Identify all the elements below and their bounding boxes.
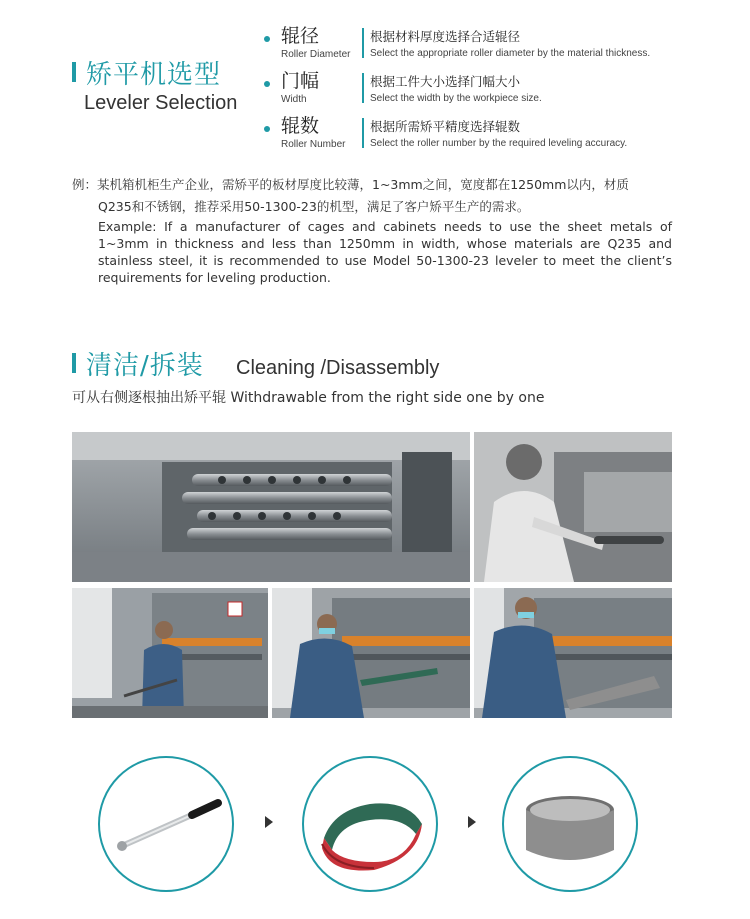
arrow-right-icon [468,816,476,828]
felt-ring-circle [502,756,638,892]
section-accent-bar [72,353,76,373]
section-accent-bar [72,62,76,82]
spec-desc-en: Select the roller number by the required leveling accuracy. [370,138,628,149]
cleaning-title-cn: 清洁/拆装 [86,351,204,381]
spec-name-en: Roller Number [281,139,346,150]
spec-name-cn: 辊数 [281,115,320,137]
selection-title-cn: 矫平机选型 [86,60,222,90]
spec-name-cn: 门幅 [281,70,320,92]
example-cn-line2: Q235和不锈钢，推荐采用50-1300-23的机型，满足了客户矫平生产的需求。 [98,199,530,214]
worker-grayscale-photo [474,432,672,582]
spec-divider [362,73,364,103]
example-en-text: Example: If a manufacturer of cages and cabinets needs to use the sheet metals of 1~3mm in thickness and less than 1250mm in width, whose materials are Q235 and stainless steel, it is recommended to use Model 50-1300-23 leveler to meet the client’s requirements for leveling production. [98,219,672,285]
spec-desc-en: Select the width by the workpiece size. [370,93,542,104]
cleaning-title-en: Cleaning /Disassembly [236,357,440,379]
spec-name-en: Roller Diameter [281,49,351,60]
cleaning-subtitle: 可从右侧逐根抽出矫平辊 Withdrawable from the right side one by one [72,390,545,406]
spec-name-cn: 辊径 [281,25,320,47]
worker-pull-belt-photo [272,588,470,718]
tool-bar-circle [98,756,234,892]
arrow-right-icon [265,816,273,828]
spec-desc-cn: 根据所需矫平精度选择辊数 [370,119,521,134]
selection-title-en: Leveler Selection [84,92,238,114]
bullet-dot-icon [264,81,270,87]
spec-divider [362,28,364,58]
spec-desc-cn: 根据工件大小选择门幅大小 [370,74,521,89]
example-cn-line1: 例：某机箱机柜生产企业，需矫平的板材厚度比较薄，1~3mm之间，宽度都在1250mm以内，材质 [72,177,629,192]
worker-tool-photo [72,588,268,718]
green-belt-circle [302,756,438,892]
rollers-closeup-photo [72,432,470,582]
worker-remove-felt-photo [474,588,672,718]
spec-name-en: Width [281,94,307,105]
bullet-dot-icon [264,36,270,42]
spec-desc-cn: 根据材料厚度选择合适辊径 [370,29,521,44]
spec-divider [362,118,364,148]
bullet-dot-icon [264,126,270,132]
spec-desc-en: Select the appropriate roller diameter by the material thickness. [370,48,651,59]
